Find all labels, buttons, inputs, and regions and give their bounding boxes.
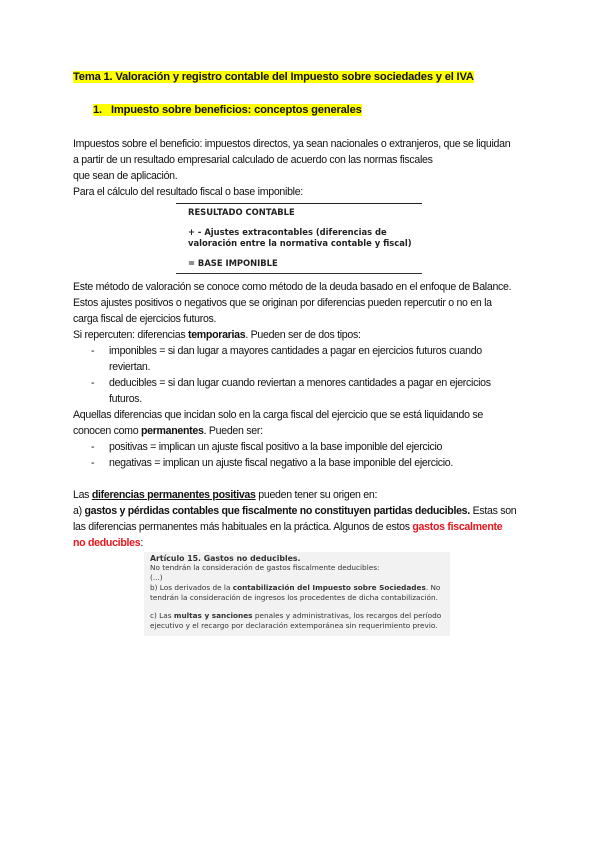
excerpt-line-6-pre: c) Las bbox=[150, 611, 174, 620]
method-line-2: Estos ajustes positivos o negativos que se originan por diferencias pueden repercutir o no en la bbox=[73, 297, 492, 309]
origin-line bbox=[73, 487, 377, 503]
excerpt-line-4 bbox=[150, 583, 440, 593]
method-line-3: carga fiscal de ejercicios futuros. bbox=[73, 313, 217, 325]
list-dash: - bbox=[91, 457, 95, 469]
section-highlight bbox=[93, 104, 362, 116]
intro-line-4: Para el cálculo del resultado fiscal o base imponible: bbox=[73, 186, 303, 198]
red-term-no-deducibles: no deducibles bbox=[73, 537, 141, 549]
origin-post: pueden tener su origen en: bbox=[255, 489, 378, 501]
list-dash: - bbox=[91, 441, 95, 453]
term-diferencias-permanentes-positivas: diferencias permanentes positivas bbox=[91, 489, 256, 501]
legal-excerpt-box bbox=[144, 552, 450, 636]
point-a-line-3 bbox=[73, 535, 143, 551]
formula-line-3: valoración entre la normativa contable y fiscal) bbox=[188, 238, 412, 248]
intro-line-2: a partir de un resultado empresarial calculado de acuerdo con las normas fiscales bbox=[73, 154, 433, 166]
perm-line-2-pre: conocen como bbox=[73, 425, 141, 437]
red-term-gastos-fiscalmente: gastos fiscalmente bbox=[412, 521, 503, 533]
document-title bbox=[73, 71, 474, 83]
list-item-positivas: positivas = implican un ajuste fiscal positivo a la base imponible del ejercicio bbox=[109, 441, 443, 453]
term-temporarias: temporarias bbox=[187, 329, 246, 341]
method-line-4 bbox=[73, 327, 361, 343]
point-a-line-2 bbox=[73, 519, 502, 535]
excerpt-line-5: tendrán la consideración de ingresos los procedentes de dicha contabilización. bbox=[150, 593, 438, 602]
list-item-deducibles-1: deducibles = si dan lugar cuando reviertan a menores cantidades a pagar en ejercicios bbox=[109, 377, 491, 389]
perm-line-1: Aquellas diferencias que incidan solo en la carga fiscal del ejercicio que se está liquidando se bbox=[73, 409, 483, 421]
list-dash: - bbox=[91, 345, 95, 357]
list-item-deducibles-2: futuros. bbox=[109, 393, 142, 405]
excerpt-line-2: No tendrán la consideración de gastos fiscalmente deducibles: bbox=[150, 563, 380, 572]
list-item-imponibles-2: reviertan. bbox=[109, 361, 151, 373]
point-a-line-3-post: : bbox=[140, 537, 143, 549]
point-a-line-1 bbox=[73, 503, 516, 519]
section-heading bbox=[93, 104, 362, 116]
point-a-prefix: a) bbox=[73, 505, 85, 517]
intro-line-3: que sean de aplicación. bbox=[73, 170, 178, 182]
formula-line-1: RESULTADO CONTABLE bbox=[188, 207, 295, 217]
point-a-bold: gastos y pérdidas contables que fiscalmente no constituyen partidas deducibles. bbox=[84, 505, 470, 517]
list-item-imponibles-1: imponibles = si dan lugar a mayores cantidades a pagar en ejercicios futuros cuando bbox=[109, 345, 482, 357]
excerpt-heading: Artículo 15. Gastos no deducibles. bbox=[150, 554, 301, 563]
excerpt-line-4-pre: b) Los derivados de la bbox=[150, 583, 233, 592]
intro-line-1: Impuestos sobre el beneficio: impuestos directos, ya sean nacionales o extranjeros, que se liquidan bbox=[73, 138, 511, 150]
excerpt-bold-contabilizacion: contabilización del Impuesto sobre Sociedades bbox=[232, 583, 426, 592]
perm-line-2 bbox=[73, 423, 263, 439]
formula-box bbox=[176, 203, 422, 274]
formula-box-rule bbox=[176, 273, 422, 274]
section-label: Impuesto sobre beneficios: conceptos generales bbox=[110, 104, 362, 116]
perm-line-2-post: . Pueden ser: bbox=[203, 425, 263, 437]
formula-line-2: + - Ajustes extracontables (diferencias de bbox=[188, 227, 387, 237]
excerpt-line-6-post: penales y administrativas, los recargos del período bbox=[252, 611, 442, 620]
list-dash: - bbox=[91, 377, 95, 389]
excerpt-line-3: (...) bbox=[150, 573, 163, 582]
excerpt-bold-multas: multas y sanciones bbox=[173, 611, 253, 620]
point-a-line-2-pre: las diferencias permanentes más habituales en la práctica. Algunos de estos bbox=[73, 521, 413, 533]
method-line-4-pre: Si repercuten: diferencias bbox=[73, 329, 188, 341]
excerpt-line-6 bbox=[150, 611, 441, 621]
method-line-4-post: . Pueden ser de dos tipos: bbox=[245, 329, 361, 341]
section-number: 1. bbox=[93, 104, 102, 116]
formula-line-4: = BASE IMPONIBLE bbox=[188, 258, 278, 268]
term-permanentes: permanentes bbox=[140, 425, 204, 437]
method-line-1: Este método de valoración se conoce como método de la deuda basado en el enfoque de Balance. bbox=[73, 281, 512, 293]
point-a-post: Estas son bbox=[469, 505, 517, 517]
origin-pre: Las bbox=[73, 489, 92, 501]
excerpt-line-7: ejecutivo y el recargo por declaración extemporánea sin requerimiento previo. bbox=[150, 621, 438, 630]
list-item-negativas: negativas = implican un ajuste fiscal negativo a la base imponible del ejercicio. bbox=[109, 457, 454, 469]
title-highlight: Tema 1. Valoración y registro contable del Impuesto sobre sociedades y el IVA bbox=[73, 71, 474, 83]
excerpt-line-4-post: . No bbox=[425, 583, 441, 592]
